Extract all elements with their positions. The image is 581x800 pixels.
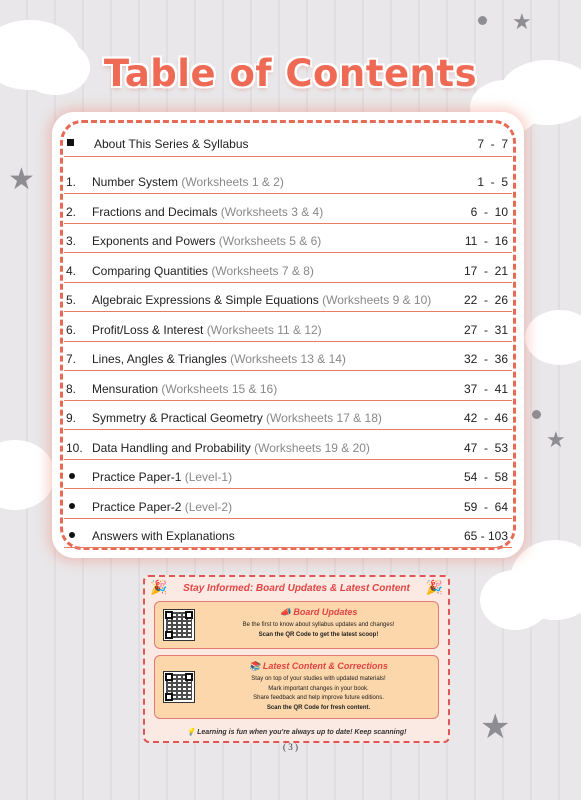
toc-worksheets: (Worksheets 1 & 2)	[178, 175, 284, 189]
cloud-decoration	[0, 440, 55, 510]
toc-entry-text	[94, 137, 249, 151]
toc-number: 5.	[66, 293, 77, 307]
toc-title: Data Handling and Probability	[92, 440, 251, 455]
toc-entry-text	[92, 470, 232, 484]
dot-bullet-icon	[69, 473, 75, 479]
toc-number: 6.	[66, 322, 77, 337]
dot-bullet-icon	[69, 503, 75, 509]
books-icon: 📚	[249, 661, 263, 671]
toc-page-range: 59 - 64	[463, 499, 508, 514]
toc-title: Algebraic Expressions & Simple Equations	[92, 293, 319, 307]
updates-box	[143, 575, 450, 743]
toc-title: Answers with Explanations	[92, 529, 235, 543]
toc-number: 10.	[66, 440, 83, 455]
panel-line: Mark important changes in your book.	[268, 686, 369, 692]
toc-row[interactable]	[64, 256, 512, 283]
toc-page-range: 11 - 16	[464, 234, 508, 248]
toc-page-range: 37 - 41	[463, 381, 508, 396]
panel-line: Scan the QR Code to get the latest scoop!	[258, 632, 379, 638]
toc-entry-text	[92, 175, 284, 189]
board-updates-title: 📣 Board Updates	[279, 607, 358, 617]
lightbulb-icon: 💡	[186, 729, 198, 736]
toc-page-range: 27 - 31	[463, 322, 508, 337]
toc-number: 7.	[66, 352, 77, 366]
footer-note: 💡 Learning is fun when you're always up to date! Keep scanning!	[186, 729, 407, 736]
toc-title: Mensuration	[92, 381, 159, 396]
dot-bullet-icon	[69, 532, 75, 538]
latest-content-title: 📚 Latest Content & Corrections	[249, 661, 388, 671]
toc-worksheets: (Worksheets 19 & 20)	[250, 440, 370, 455]
toc-page-range: 1 - 5	[477, 175, 508, 189]
toc-title: Symmetry & Practical Geometry	[92, 411, 263, 425]
toc-entry-text	[92, 529, 235, 543]
toc-page-range: 54 - 58	[463, 470, 508, 484]
toc-title: Practice Paper-1	[92, 470, 182, 484]
toc-page-range: 47 - 53	[463, 440, 508, 455]
square-bullet-icon	[67, 139, 74, 146]
toc-worksheets: (Level-1)	[181, 470, 233, 484]
star-icon: ★	[512, 10, 532, 35]
toc-number: 1.	[66, 175, 77, 189]
cloud-decoration	[525, 310, 581, 365]
panel-line: Share feedback and help improve future editions.	[253, 695, 384, 701]
toc-list	[64, 129, 512, 551]
toc-page-range: 65 - 103	[463, 529, 508, 543]
toc-number: 2.	[66, 204, 77, 219]
party-popper-icon: 🎉	[150, 579, 168, 595]
qr-code[interactable]	[163, 671, 195, 703]
toc-worksheets: (Worksheets 13 & 14)	[226, 352, 346, 366]
toc-title: Comparing Quantities	[92, 263, 209, 278]
toc-entry-text	[92, 264, 314, 278]
toc-number: 3.	[66, 234, 77, 248]
toc-page-range: 32 - 36	[463, 352, 508, 366]
toc-worksheets: (Level-2)	[181, 499, 233, 514]
toc-entry-text	[92, 411, 382, 425]
toc-page-range: 7 - 7	[477, 137, 508, 151]
toc-title: Exponents and Powers	[92, 234, 216, 248]
dot-decoration	[478, 16, 487, 25]
toc-worksheets: (Worksheets 7 & 8)	[208, 263, 314, 278]
toc-entry-text	[92, 352, 346, 366]
toc-page-range: 22 - 26	[463, 293, 508, 307]
toc-worksheets: (Worksheets 5 & 6)	[215, 234, 322, 248]
panel-line: Stay on top of your studies with updated materials!	[251, 676, 386, 682]
toc-entry-text	[92, 205, 323, 219]
toc-row[interactable]	[64, 285, 512, 312]
page-number: ( 3 )	[283, 742, 298, 752]
toc-row[interactable]	[64, 167, 512, 194]
toc-number: 8.	[66, 381, 77, 396]
star-icon: ★	[8, 162, 35, 197]
star-icon: ★	[546, 428, 566, 453]
toc-row[interactable]	[64, 521, 512, 548]
toc-page-range: 6 - 10	[470, 204, 508, 219]
toc-entry-text	[92, 441, 370, 455]
toc-worksheets: (Worksheets 3 & 4)	[217, 204, 324, 219]
toc-entry-text	[92, 234, 321, 248]
toc-number: 9.	[66, 411, 77, 425]
toc-row[interactable]	[64, 197, 512, 224]
dot-decoration	[532, 410, 541, 419]
toc-entry-text	[92, 323, 322, 337]
toc-row[interactable]	[64, 492, 512, 519]
toc-entry-text	[92, 293, 431, 307]
toc-entry-text	[92, 382, 277, 396]
toc-card	[52, 112, 524, 558]
toc-row[interactable]	[64, 315, 512, 342]
toc-row[interactable]	[64, 226, 512, 253]
toc-page-range: 42 - 46	[463, 411, 508, 425]
updates-heading: Stay Informed: Board Updates & Latest Content	[183, 583, 410, 594]
toc-title: Lines, Angles & Triangles	[92, 352, 227, 366]
toc-title: Number System	[92, 175, 179, 189]
toc-title: Practice Paper-2	[92, 499, 182, 514]
party-popper-icon: 🎉	[425, 579, 443, 595]
toc-page-range: 17 - 21	[463, 263, 508, 278]
toc-row[interactable]	[64, 433, 512, 460]
latest-content-panel	[154, 655, 439, 719]
page-title: Table of Contents	[103, 52, 478, 95]
qr-code[interactable]	[163, 609, 195, 641]
toc-worksheets: (Worksheets 15 & 16)	[158, 381, 278, 396]
toc-entry-text	[92, 500, 232, 514]
toc-row[interactable]	[64, 403, 512, 430]
panel-line: Be the first to know about syllabus updates and changes!	[242, 622, 395, 628]
toc-worksheets: (Worksheets 17 & 18)	[262, 411, 382, 425]
megaphone-icon: 📣	[279, 607, 294, 617]
toc-worksheets: (Worksheets 11 & 12)	[203, 322, 322, 337]
star-icon: ★	[480, 707, 511, 747]
panel-line: Scan the QR Code for fresh content.	[266, 705, 371, 711]
toc-row[interactable]	[64, 344, 512, 371]
toc-title: Fractions and Decimals	[92, 204, 218, 219]
toc-number: 4.	[66, 263, 77, 278]
toc-row[interactable]	[64, 462, 512, 489]
board-updates-panel	[154, 601, 439, 649]
toc-title: Profit/Loss & Interest	[92, 322, 204, 337]
toc-title: About This Series & Syllabus	[94, 137, 249, 151]
toc-row[interactable]	[64, 129, 512, 157]
toc-row[interactable]	[64, 374, 512, 401]
cloud-decoration	[480, 570, 550, 630]
toc-worksheets: (Worksheets 9 & 10)	[318, 293, 432, 307]
